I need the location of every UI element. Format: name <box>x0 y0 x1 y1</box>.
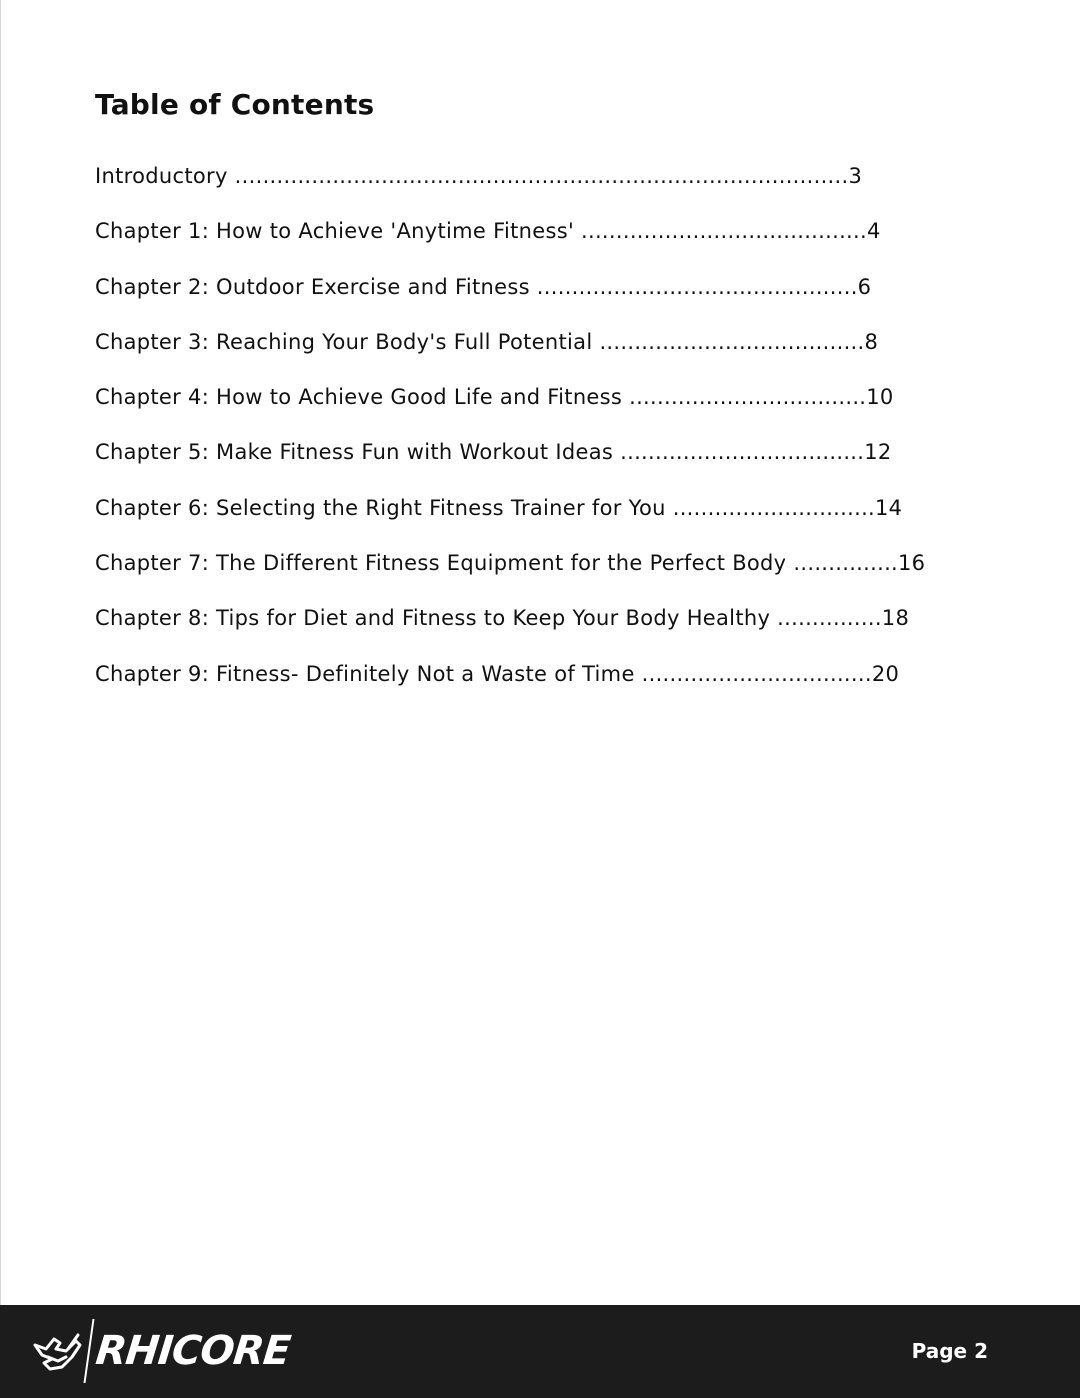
toc-entry-text: Chapter 9: Fitness- Definitely Not a Waste of Time .................................20 <box>95 661 900 686</box>
page-number: Page 2 <box>911 1339 988 1363</box>
toc-entry-chapter-3[interactable] <box>95 324 925 379</box>
rhino-head-icon <box>32 1327 84 1375</box>
toc-entry-text: Chapter 3: Reaching Your Body's Full Potential ......................................8 <box>95 329 879 354</box>
toc-entry-chapter-9[interactable] <box>95 656 925 711</box>
toc-entry-chapter-5[interactable] <box>95 434 925 489</box>
toc-entry-text: Chapter 5: Make Fitness Fun with Workout Ideas ...................................12 <box>95 440 892 465</box>
toc-entry-text: Chapter 7: The Different Fitness Equipment for the Perfect Body ...............16 <box>95 551 926 576</box>
toc-heading: Table of Contents <box>95 88 375 121</box>
page-footer <box>0 1305 1080 1398</box>
brand-logo <box>32 1319 293 1383</box>
toc-entry-text: Chapter 1: How to Achieve 'Anytime Fitness' .........................................4 <box>95 219 881 244</box>
toc-entry-text: Chapter 2: Outdoor Exercise and Fitness ..............................................6 <box>95 274 872 299</box>
toc-entry-chapter-1[interactable] <box>95 213 925 268</box>
page-left-edge <box>0 0 1 1305</box>
brand-name: RHICORE <box>93 1328 293 1374</box>
toc-entry-text: Chapter 6: Selecting the Right Fitness Trainer for You .............................14 <box>95 495 903 520</box>
toc-entry-text: Introductory ........................................................................................3 <box>95 164 863 188</box>
toc-entry-chapter-8[interactable] <box>95 600 925 655</box>
toc-entry-chapter-2[interactable] <box>95 269 925 324</box>
toc-list <box>95 158 925 711</box>
toc-entry-text: Chapter 4: How to Achieve Good Life and Fitness ..................................10 <box>95 385 894 410</box>
toc-entry-chapter-4[interactable] <box>95 379 925 434</box>
toc-entry-chapter-7[interactable] <box>95 545 925 600</box>
toc-entry-chapter-6[interactable] <box>95 490 925 545</box>
toc-entry-text: Chapter 8: Tips for Diet and Fitness to Keep Your Body Healthy ...............18 <box>95 606 910 631</box>
toc-entry-introductory[interactable] <box>95 158 925 213</box>
